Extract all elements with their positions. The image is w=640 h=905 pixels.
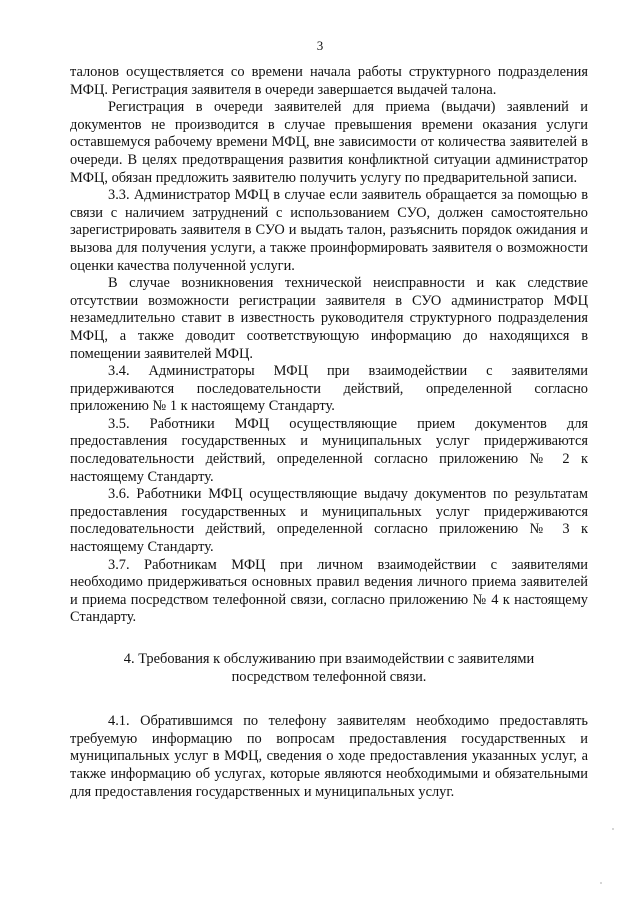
section-4-heading-line-1: 4. Требования к обслуживанию при взаимодействии с заявителями: [123, 651, 535, 667]
paragraph-3-7: 3.7. Работникам МФЦ при личном взаимодействии с заявителями необходимо придерживаться основных правил ведения личного приема заявителей и приема посредством телефонной связи, согласно приложению № 4 к настоящему Стандарту.: [70, 556, 588, 626]
paragraph-queue-registration: Регистрация в очереди заявителей для приема (выдачи) заявлений и документов не производится в случае превышения времени оказания услуги оставшемуся рабочему времени МФЦ, вне зависимости от количества заявителей в очереди. В целях предотвращения развития конфликтной ситуации администратор МФЦ, обязан предложить заявителю получить услугу по предварительной записи.: [70, 99, 588, 186]
scan-speck: [612, 828, 614, 830]
paragraph-3-6: 3.6. Работники МФЦ осуществляющие выдачу документов по результатам предоставления государственных и муниципальных услуг придерживаются последовательности действий, определенной согласно приложению № 3 к настоящему Стандарту.: [70, 486, 588, 556]
scan-speck: [600, 882, 602, 884]
section-4-heading: [70, 651, 588, 686]
paragraph-continuation: талонов осуществляется со времени начала работы структурного подразделения МФЦ. Регистрация заявителя в очереди завершается выдачей талона.: [70, 64, 588, 98]
section-4-heading-line-2: посредством телефонной связи.: [231, 668, 427, 685]
paragraph-technical-malfunction: В случае возникновения технической неисправности и как следствие отсутствии возможности регистрации заявителя в СУО администратор МФЦ незамедлительно ставит в известность руководителя структурного подразделения МФЦ, а также доводит соответствующую информацию до находящихся в помещении заявителей МФЦ.: [70, 275, 588, 362]
paragraph-3-4: 3.4. Администраторы МФЦ при взаимодействии с заявителями придерживаются последовательности действий, определенной согласно приложению № 1 к настоящему Стандарту.: [70, 363, 588, 415]
paragraph-3-5: 3.5. Работники МФЦ осуществляющие прием документов для предоставления государственных и муниципальных услуг придерживаются последовательности действий, определенной согласно приложению № 2 к настоящему Стандарту.: [70, 415, 588, 485]
paragraph-4-1: 4.1. Обратившимся по телефону заявителям необходимо предоставлять требуемую информацию по вопросам предоставления государственных и муниципальных услуг в МФЦ, сведения о ходе предоставления указанных услуг, а также информацию об услугах, которые являются необходимыми и обязательными для предоставления государственных и муниципальных услуг.: [70, 713, 588, 800]
paragraph-3-3: 3.3. Администратор МФЦ в случае если заявитель обращается за помощью в связи с наличием затруднений с использованием СУО, должен самостоятельно зарегистрировать заявителя в СУО и выдать талон, разъяснить порядок ожидания и вызова для получения услуги, а также проинформировать заявителя о возможности оценки качества полученной услуги.: [70, 187, 588, 274]
page-number: 3: [316, 38, 324, 53]
document-body: [70, 64, 588, 801]
